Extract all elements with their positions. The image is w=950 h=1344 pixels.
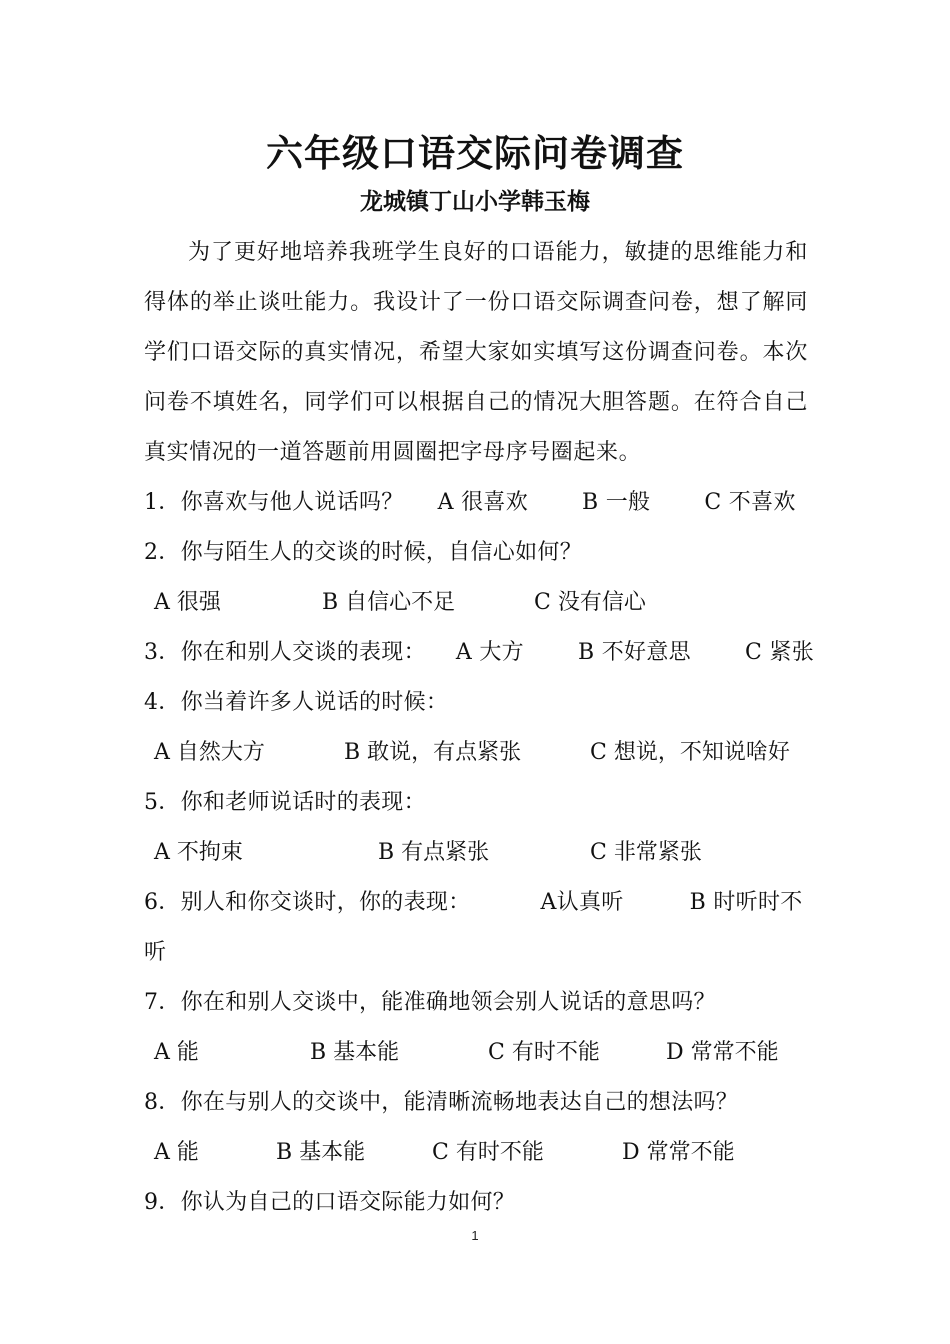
question-3	[144, 628, 814, 678]
document-title: 六年级口语交际问卷调查	[266, 131, 684, 175]
question-6-continuation: 听	[144, 940, 167, 965]
question-3-option-b: B 不好意思	[578, 640, 691, 665]
question-5-option-c: C 非常紧张	[590, 840, 702, 865]
question-8-option-b: B 基本能	[276, 1140, 366, 1165]
document-body	[144, 228, 814, 1228]
question-5-options	[144, 828, 808, 878]
question-1-option-a: A 很喜欢	[437, 490, 528, 515]
question-8: 8．你在与别人的交谈中，能清晰流畅地表达自己的想法吗？	[144, 1090, 739, 1115]
question-1-option-c: C 不喜欢	[704, 490, 796, 515]
question-1	[144, 478, 808, 528]
question-7-option-d: D 常常不能	[666, 1040, 779, 1065]
question-2-option-a: A 很强	[154, 590, 221, 615]
question-4-option-b: B 敢说，有点紧张	[344, 740, 522, 765]
question-3-option-a: A 大方	[455, 640, 524, 665]
question-7-options	[144, 1028, 808, 1078]
question-1-text: 1．你喜欢与他人说话吗？	[144, 490, 404, 515]
intro-paragraph: 为了更好地培养我班学生良好的口语能力，敏捷的思维能力和得体的举止谈吐能力。我设计了一份口语交际调查问卷，想了解同学们口语交际的真实情况，希望大家如实填写这份调查问卷。本次问卷不填姓名，同学们可以根据自己的情况大胆答题。在符合自己真实情况的一道答题前用圆圈把字母序号圈起来。	[144, 240, 808, 465]
question-8-option-c: C 有时不能	[432, 1140, 544, 1165]
question-9: 9．你认为自己的口语交际能力如何？	[144, 1190, 516, 1215]
page-number: 1	[471, 1228, 479, 1243]
question-5-option-b: B 有点紧张	[378, 840, 490, 865]
question-3-text: 3．你在和别人交谈的表现：	[144, 640, 426, 665]
question-7: 7．你在和别人交谈中，能准确地领会别人说话的意思吗？	[144, 990, 716, 1015]
question-1-option-b: B 一般	[582, 490, 651, 515]
question-6-option-a: A认真听	[540, 890, 624, 915]
question-6-option-b-start: B 时听时不	[689, 890, 803, 915]
question-4: 4．你当着许多人说话的时候：	[144, 690, 449, 715]
question-8-option-a: A 能	[154, 1140, 199, 1165]
document-author: 龙城镇丁山小学韩玉梅	[360, 189, 590, 215]
question-7-option-c: C 有时不能	[488, 1040, 600, 1065]
question-5-option-a: A 不拘束	[154, 840, 243, 865]
question-4-option-c: C 想说，不知说啥好	[590, 740, 790, 765]
question-4-options	[144, 728, 808, 778]
question-5: 5．你和老师说话时的表现：	[144, 790, 426, 815]
question-6	[144, 878, 808, 928]
question-6-text: 6．别人和你交谈时，你的表现：	[144, 890, 471, 915]
question-2-options	[144, 578, 808, 628]
question-8-options	[144, 1128, 808, 1178]
question-2-option-c: C 没有信心	[534, 590, 646, 615]
question-2-option-b: B 自信心不足	[322, 590, 456, 615]
question-7-option-a: A 能	[154, 1040, 199, 1065]
question-7-option-b: B 基本能	[310, 1040, 400, 1065]
question-3-option-c: C 紧张	[744, 640, 814, 665]
question-4-option-a: A 自然大方	[154, 740, 265, 765]
question-8-option-d: D 常常不能	[622, 1140, 735, 1165]
question-2: 2．你与陌生人的交谈的时候，自信心如何？	[144, 540, 582, 565]
